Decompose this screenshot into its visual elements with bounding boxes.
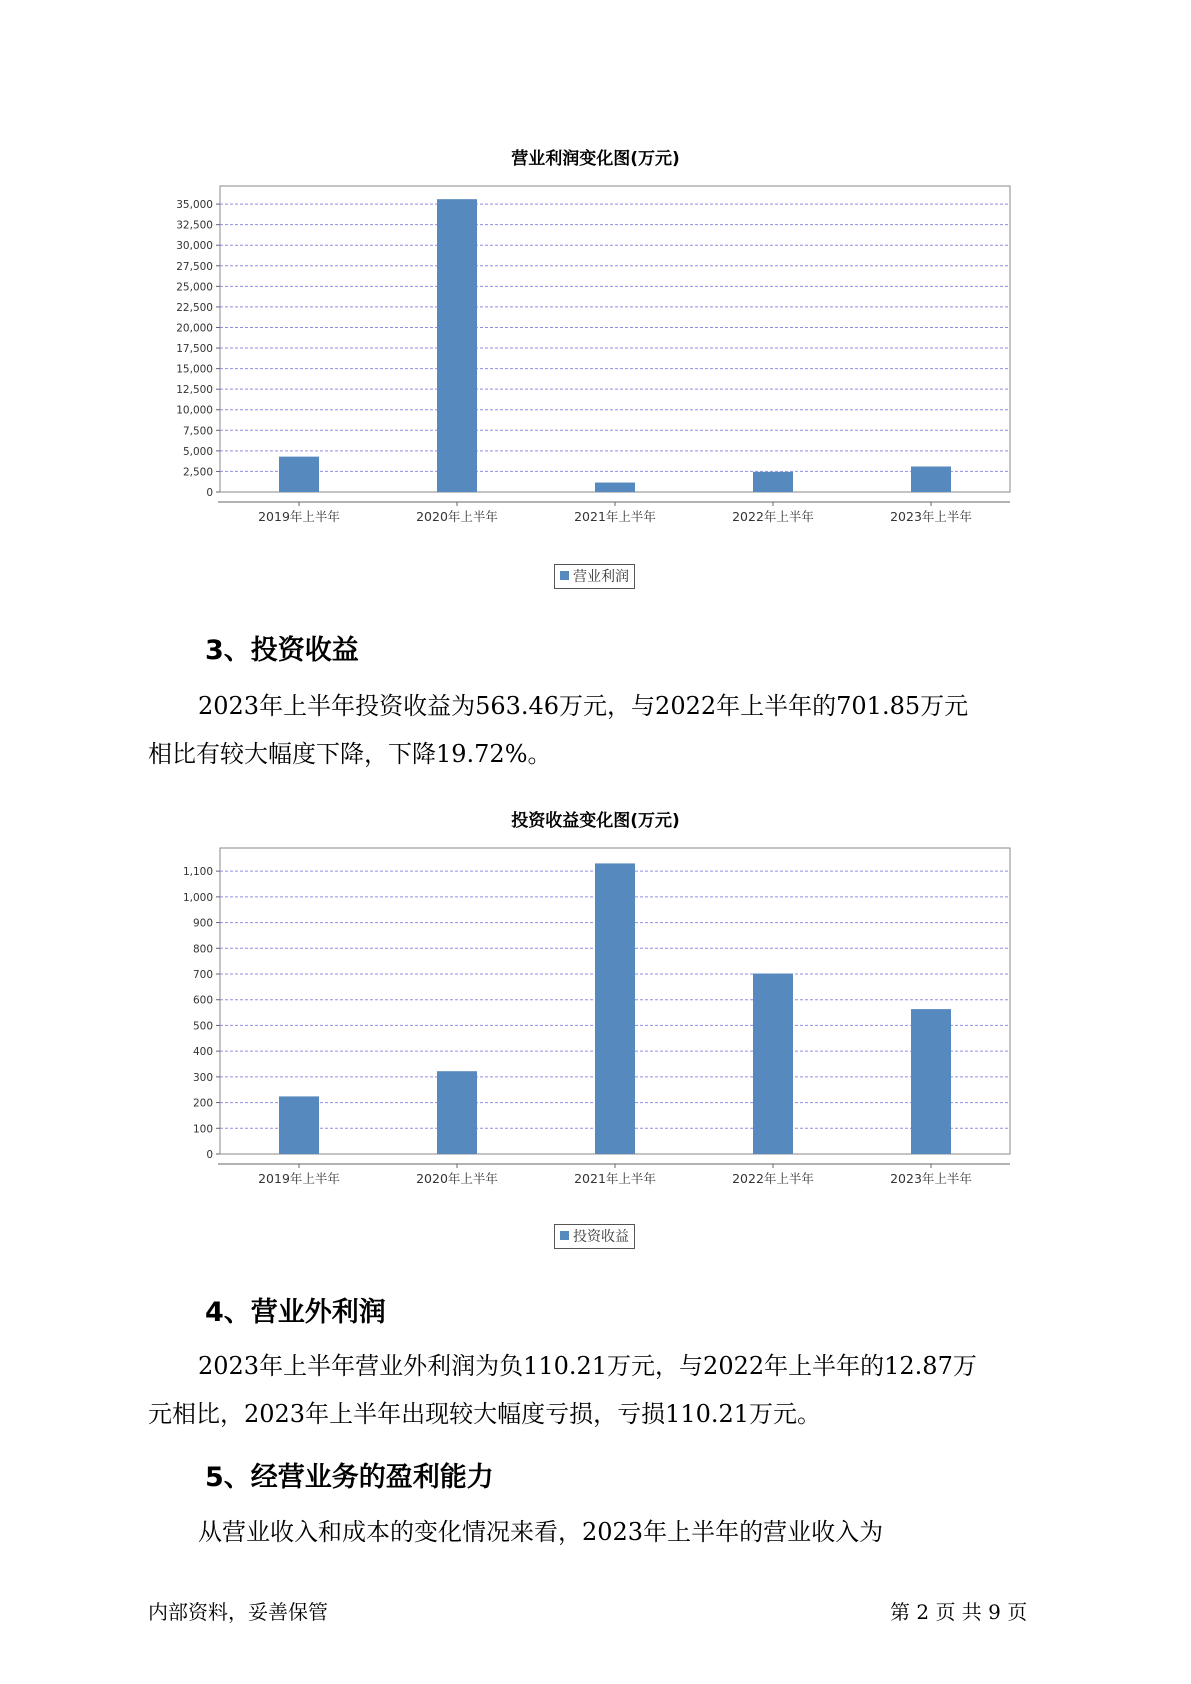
bar — [595, 863, 635, 1154]
invest-chart — [150, 824, 1030, 1186]
x-tick-label: 2021年上半年 — [574, 1171, 656, 1186]
x-tick-label: 2022年上半年 — [732, 509, 814, 524]
y-tick-label: 900 — [192, 917, 213, 930]
y-tick-label: 200 — [192, 1097, 213, 1110]
section-4-paragraph — [148, 1342, 1068, 1438]
y-tick-label: 5,000 — [182, 445, 213, 458]
bar — [753, 974, 793, 1154]
bar — [753, 472, 793, 492]
invest-chart-legend — [554, 1224, 635, 1249]
bar — [911, 1009, 951, 1154]
section-4-heading: 4、营业外利润 — [205, 1297, 386, 1328]
y-tick-label: 400 — [192, 1046, 213, 1059]
bar — [595, 483, 635, 492]
invest-legend-label: 投资收益 — [573, 1229, 629, 1245]
profit-chart-title: 营业利润变化图(万元) — [511, 149, 680, 169]
y-tick-label: 22,500 — [176, 301, 213, 314]
y-tick-label: 30,000 — [176, 240, 213, 253]
y-tick-label: 35,000 — [176, 199, 213, 212]
x-tick-label: 2019年上半年 — [258, 509, 340, 524]
profit-chart-legend — [554, 564, 635, 589]
section-3-line-2: 相比有较大幅度下降，下降19.72%。 — [148, 740, 552, 768]
bar — [279, 457, 319, 492]
y-tick-label: 800 — [192, 943, 213, 956]
section-3-heading: 3、投资收益 — [205, 635, 359, 666]
bar — [911, 467, 951, 493]
y-tick-label: 0 — [206, 487, 213, 499]
section-3-paragraph — [148, 682, 1068, 778]
y-tick-label: 600 — [192, 994, 213, 1007]
y-tick-label: 20,000 — [176, 322, 213, 335]
y-tick-label: 17,500 — [176, 343, 213, 356]
section-5-paragraph — [148, 1508, 1068, 1556]
invest-chart-title: 投资收益变化图(万元) — [511, 811, 680, 831]
y-tick-label: 2,500 — [182, 466, 213, 479]
legend-swatch — [560, 1231, 569, 1240]
section-4-line-1: 2023年上半年营业外利润为负110.21万元，与2022年上半年的12.87万 — [198, 1352, 977, 1380]
section-4-line-2: 元相比，2023年上半年出现较大幅度亏损，亏损110.21万元。 — [148, 1400, 822, 1428]
bar — [437, 199, 477, 492]
x-tick-label: 2021年上半年 — [574, 509, 656, 524]
y-tick-label: 25,000 — [176, 281, 213, 294]
x-tick-label: 2020年上半年 — [416, 509, 498, 524]
profit-legend-label: 营业利润 — [573, 569, 629, 585]
bar — [279, 1096, 319, 1154]
footer-note: 内部资料，妥善保管 — [148, 1600, 328, 1624]
x-tick-label: 2023年上半年 — [890, 509, 972, 524]
section-5-line-1: 从营业收入和成本的变化情况来看，2023年上半年的营业收入为 — [198, 1518, 884, 1546]
y-tick-label: 7,500 — [182, 425, 213, 438]
y-tick-label: 15,000 — [176, 363, 213, 376]
plot-area — [220, 186, 1010, 492]
y-tick-label: 1,100 — [182, 866, 213, 879]
page-number: 第 2 页 共 9 页 — [890, 1600, 1028, 1624]
y-tick-label: 700 — [192, 969, 213, 981]
x-tick-label: 2023年上半年 — [890, 1171, 972, 1186]
x-tick-label: 2022年上半年 — [732, 1171, 814, 1186]
section-5-heading: 5、经营业务的盈利能力 — [205, 1462, 494, 1493]
y-tick-label: 10,000 — [176, 404, 213, 417]
x-tick-label: 2020年上半年 — [416, 1171, 498, 1186]
y-tick-label: 500 — [192, 1020, 213, 1033]
y-tick-label: 300 — [192, 1071, 213, 1084]
y-tick-label: 27,500 — [176, 260, 213, 273]
y-tick-label: 32,500 — [176, 219, 213, 232]
legend-swatch — [560, 571, 569, 580]
x-tick-label: 2019年上半年 — [258, 1171, 340, 1186]
section-3-line-1: 2023年上半年投资收益为563.46万元，与2022年上半年的701.85万元 — [198, 692, 969, 720]
y-tick-label: 1,000 — [182, 891, 213, 904]
y-tick-label: 100 — [192, 1123, 213, 1136]
y-tick-label: 0 — [206, 1149, 213, 1161]
bar — [437, 1071, 477, 1154]
profit-chart — [150, 162, 1030, 524]
y-tick-label: 12,500 — [176, 384, 213, 397]
